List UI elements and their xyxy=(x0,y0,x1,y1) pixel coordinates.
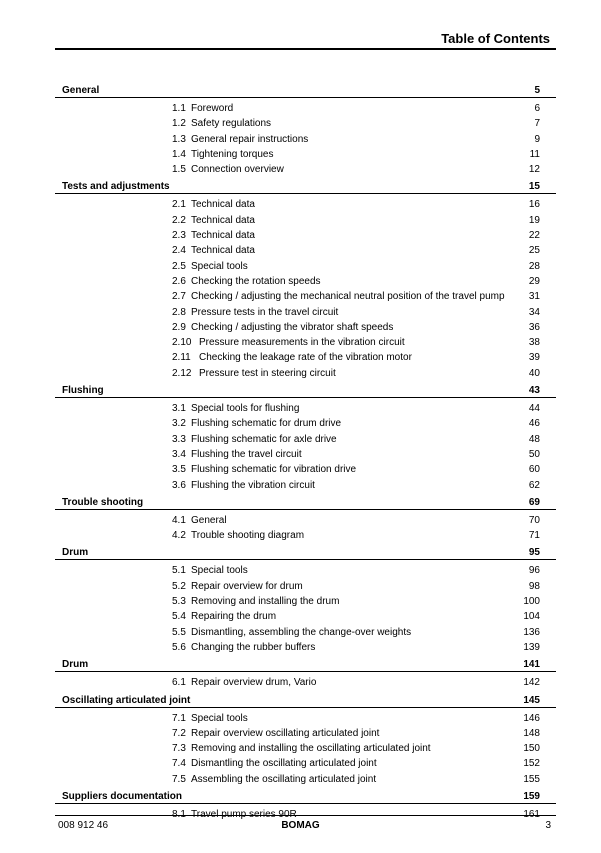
entry-title: Checking / adjusting the mechanical neutral position of the travel pump xyxy=(191,291,505,303)
entry-page: 12 xyxy=(528,164,540,176)
entry-number: 5.3 xyxy=(172,596,186,608)
entry-page: 7 xyxy=(534,118,540,130)
entry-page: 70 xyxy=(528,514,540,526)
toc-chapter[interactable] xyxy=(55,788,556,804)
chapter-title: Flushing xyxy=(62,385,104,397)
entry-number: 2.9 xyxy=(172,321,186,333)
entry-number: 2.2 xyxy=(172,214,186,226)
chapter-page: 141 xyxy=(523,659,540,671)
entry-page: 6 xyxy=(534,103,540,114)
toc-entry[interactable] xyxy=(55,274,556,289)
toc-entry[interactable] xyxy=(55,675,556,690)
entry-number: 7.3 xyxy=(172,743,186,755)
toc-chapter[interactable] xyxy=(55,82,556,98)
toc-entry[interactable] xyxy=(55,162,556,177)
toc-entry[interactable] xyxy=(55,741,556,756)
toc-entry[interactable] xyxy=(55,366,556,381)
chapter-title: Tests and adjustments xyxy=(62,181,170,193)
toc-entry[interactable] xyxy=(55,478,556,493)
toc-entry[interactable] xyxy=(55,625,556,640)
toc-entry[interactable] xyxy=(55,462,556,477)
entry-page: 100 xyxy=(523,596,540,608)
entry-page: 146 xyxy=(523,712,540,724)
entry-number: 6.1 xyxy=(172,677,186,689)
toc-entry[interactable] xyxy=(55,213,556,228)
entry-number: 7.4 xyxy=(172,758,186,770)
entry-title: Flushing schematic for axle drive xyxy=(191,433,337,445)
entry-number: 4.1 xyxy=(172,514,186,526)
entry-title: General xyxy=(191,514,227,526)
toc-entry[interactable] xyxy=(55,432,556,447)
toc-entry[interactable] xyxy=(55,513,556,528)
toc-entry[interactable] xyxy=(55,416,556,431)
entry-title: Pressure tests in the travel circuit xyxy=(191,306,339,318)
chapter-rule xyxy=(55,193,556,194)
entry-page: 96 xyxy=(528,565,540,577)
toc-chapter[interactable] xyxy=(55,544,556,560)
page-number: 3 xyxy=(545,820,551,831)
toc-chapter[interactable] xyxy=(55,656,556,672)
chapter-page: 69 xyxy=(528,496,540,508)
chapter-title: Drum xyxy=(62,659,89,671)
entry-number: 1.4 xyxy=(172,148,186,160)
entry-page: 150 xyxy=(523,743,540,755)
chapter-page: 145 xyxy=(523,694,540,706)
entry-number: 5.2 xyxy=(172,580,186,592)
chapter-rule xyxy=(55,509,556,510)
entry-number: 7.2 xyxy=(172,727,186,739)
entry-page: 16 xyxy=(528,199,540,211)
entry-number: 2.1 xyxy=(172,199,186,211)
entry-number: 4.2 xyxy=(172,530,186,542)
entry-title: Dismantling the oscillating articulated joint xyxy=(191,758,377,770)
entry-page: 155 xyxy=(523,773,540,785)
chapter-rule xyxy=(55,559,556,560)
toc-entry[interactable] xyxy=(55,756,556,771)
entry-title: Special tools for flushing xyxy=(191,403,300,415)
entry-title: Special tools xyxy=(191,260,248,272)
chapter-title: Drum xyxy=(62,547,89,559)
chapter-rule xyxy=(55,97,556,98)
entry-page: 34 xyxy=(528,306,540,318)
entry-title: Repair overview for drum xyxy=(191,580,303,592)
entry-page: 62 xyxy=(528,479,540,491)
chapter-page: 43 xyxy=(528,385,540,397)
entry-page: 29 xyxy=(528,275,540,287)
toc-entry[interactable] xyxy=(55,147,556,162)
entry-page: 9 xyxy=(534,133,540,145)
entry-title: Repair overview oscillating articulated joint xyxy=(191,727,380,739)
entry-title: Repairing the drum xyxy=(191,611,277,623)
toc-entry[interactable] xyxy=(55,289,556,304)
entry-title: Removing and installing the oscillating articulated joint xyxy=(191,743,431,755)
entry-page: 50 xyxy=(528,448,540,460)
entry-title: Checking the rotation speeds xyxy=(191,275,321,287)
entry-page: 44 xyxy=(528,403,540,415)
entry-number: 1.3 xyxy=(172,133,186,145)
entry-number: 2.5 xyxy=(172,260,186,272)
entry-title: Special tools xyxy=(191,712,248,724)
toc-entry[interactable] xyxy=(55,228,556,243)
entry-number: 5.6 xyxy=(172,641,186,653)
toc-entry[interactable] xyxy=(55,447,556,462)
entry-number: 1.1 xyxy=(172,103,186,114)
chapter-page: 5 xyxy=(534,85,540,96)
entry-page: 39 xyxy=(528,352,540,364)
entry-page: 25 xyxy=(528,245,540,257)
entry-page: 104 xyxy=(523,611,540,623)
chapter-page: 15 xyxy=(528,181,540,193)
entry-number: 2.8 xyxy=(172,306,186,318)
entry-number: 2.12 xyxy=(172,367,192,379)
entry-number: 7.5 xyxy=(172,773,186,785)
entry-title: Technical data xyxy=(191,245,255,257)
toc-entry[interactable] xyxy=(55,563,556,578)
entry-title: Foreword xyxy=(191,103,234,114)
entry-title: Removing and installing the drum xyxy=(191,596,340,608)
toc-entry[interactable] xyxy=(55,772,556,787)
toc-entry[interactable] xyxy=(55,116,556,131)
header-rule xyxy=(55,48,556,50)
entry-number: 3.3 xyxy=(172,433,186,445)
entry-number: 5.1 xyxy=(172,565,186,577)
toc-entry[interactable] xyxy=(55,320,556,335)
entry-title: Flushing the vibration circuit xyxy=(191,479,315,491)
toc-entry[interactable] xyxy=(55,528,556,543)
document-number: 008 912 46 xyxy=(58,820,109,831)
page-title: Table of Contents xyxy=(441,31,550,46)
entry-page: 22 xyxy=(528,230,540,242)
entry-page: 48 xyxy=(528,433,540,445)
table-of-contents xyxy=(55,81,556,822)
entry-title: Flushing schematic for vibration drive xyxy=(191,464,357,476)
entry-number: 1.2 xyxy=(172,118,186,130)
chapter-page: 95 xyxy=(528,547,540,559)
toc-chapter[interactable] xyxy=(55,178,556,194)
entry-page: 60 xyxy=(528,464,540,476)
entry-number: 5.4 xyxy=(172,611,186,623)
toc-entry[interactable] xyxy=(55,305,556,320)
entry-page: 98 xyxy=(528,580,540,592)
toc-chapter[interactable] xyxy=(55,382,556,398)
entry-title: Technical data xyxy=(191,199,255,211)
entry-page: 148 xyxy=(523,727,540,739)
toc-entry[interactable] xyxy=(55,640,556,655)
toc-entry[interactable] xyxy=(55,132,556,147)
toc-entry[interactable] xyxy=(55,401,556,416)
entry-number: 2.10 xyxy=(172,337,192,349)
entry-page: 136 xyxy=(523,626,540,638)
entry-page: 19 xyxy=(528,214,540,226)
entry-title: Trouble shooting diagram xyxy=(191,530,305,542)
chapter-title: Trouble shooting xyxy=(62,496,144,508)
chapter-rule xyxy=(55,803,556,804)
entry-number: 3.1 xyxy=(172,403,186,415)
entry-title: Flushing the travel circuit xyxy=(191,448,302,460)
entry-page: 139 xyxy=(523,641,540,653)
brand-name: BOMAG xyxy=(281,820,320,831)
entry-title: Pressure test in steering circuit xyxy=(199,367,336,379)
toc-entry[interactable] xyxy=(55,711,556,726)
entry-title: Repair overview drum, Vario xyxy=(191,677,317,689)
entry-title: Checking / adjusting the vibrator shaft speeds xyxy=(191,321,394,333)
entry-title: Flushing schematic for drum drive xyxy=(191,418,342,430)
entry-number: 2.7 xyxy=(172,291,186,303)
entry-title: Technical data xyxy=(191,214,255,226)
entry-title: Dismantling, assembling the change-over weights xyxy=(191,626,412,638)
toc-entry[interactable] xyxy=(55,594,556,609)
chapter-page: 159 xyxy=(523,790,540,802)
entry-number: 3.4 xyxy=(172,448,186,460)
entry-title: Technical data xyxy=(191,230,255,242)
entry-title: General repair instructions xyxy=(191,133,309,145)
entry-title: Safety regulations xyxy=(191,118,272,130)
entry-number: 2.6 xyxy=(172,275,186,287)
toc-entry[interactable] xyxy=(55,243,556,258)
chapter-rule xyxy=(55,397,556,398)
toc-entry[interactable] xyxy=(55,197,556,212)
toc-entry[interactable] xyxy=(55,335,556,350)
chapter-title: Oscillating articulated joint xyxy=(62,694,191,706)
entry-number: 2.3 xyxy=(172,230,186,242)
entry-title: Special tools xyxy=(191,565,248,577)
entry-title: Checking the leakage rate of the vibration motor xyxy=(199,352,412,364)
toc-entry[interactable] xyxy=(55,350,556,365)
entry-number: 3.6 xyxy=(172,479,186,491)
toc-entry[interactable] xyxy=(55,726,556,741)
entry-number: 3.2 xyxy=(172,418,186,430)
entry-page: 31 xyxy=(528,291,540,303)
entry-page: 11 xyxy=(529,148,540,160)
entry-page: 71 xyxy=(528,530,540,542)
entry-title: Changing the rubber buffers xyxy=(191,641,316,653)
entry-page: 142 xyxy=(523,677,540,689)
toc-entry[interactable] xyxy=(55,579,556,594)
footer-rule xyxy=(55,815,556,816)
entry-number: 3.5 xyxy=(172,464,186,476)
toc-entry[interactable] xyxy=(55,609,556,624)
entry-title: Tightening torques xyxy=(191,148,274,160)
entry-page: 46 xyxy=(528,418,540,430)
chapter-rule xyxy=(55,707,556,708)
entry-number: 2.4 xyxy=(172,245,186,257)
entry-number: 7.1 xyxy=(172,712,186,724)
toc-entry[interactable] xyxy=(55,259,556,274)
entry-number: 5.5 xyxy=(172,626,186,638)
toc-entry[interactable] xyxy=(55,101,556,116)
entry-page: 28 xyxy=(528,260,540,272)
chapter-title: Suppliers documentation xyxy=(62,790,183,802)
chapter-rule xyxy=(55,671,556,672)
entry-page: 36 xyxy=(528,321,540,333)
entry-title: Assembling the oscillating articulated joint xyxy=(191,773,377,785)
entry-page: 38 xyxy=(528,337,540,349)
toc-chapter[interactable] xyxy=(55,494,556,510)
chapter-title: General xyxy=(62,85,100,96)
entry-title: Connection overview xyxy=(191,164,284,176)
toc-chapter[interactable] xyxy=(55,692,556,708)
entry-page: 152 xyxy=(523,758,540,770)
entry-title: Pressure measurements in the vibration circuit xyxy=(199,337,405,349)
entry-number: 2.11 xyxy=(172,352,191,364)
entry-page: 40 xyxy=(528,367,540,379)
entry-number: 1.5 xyxy=(172,164,186,176)
